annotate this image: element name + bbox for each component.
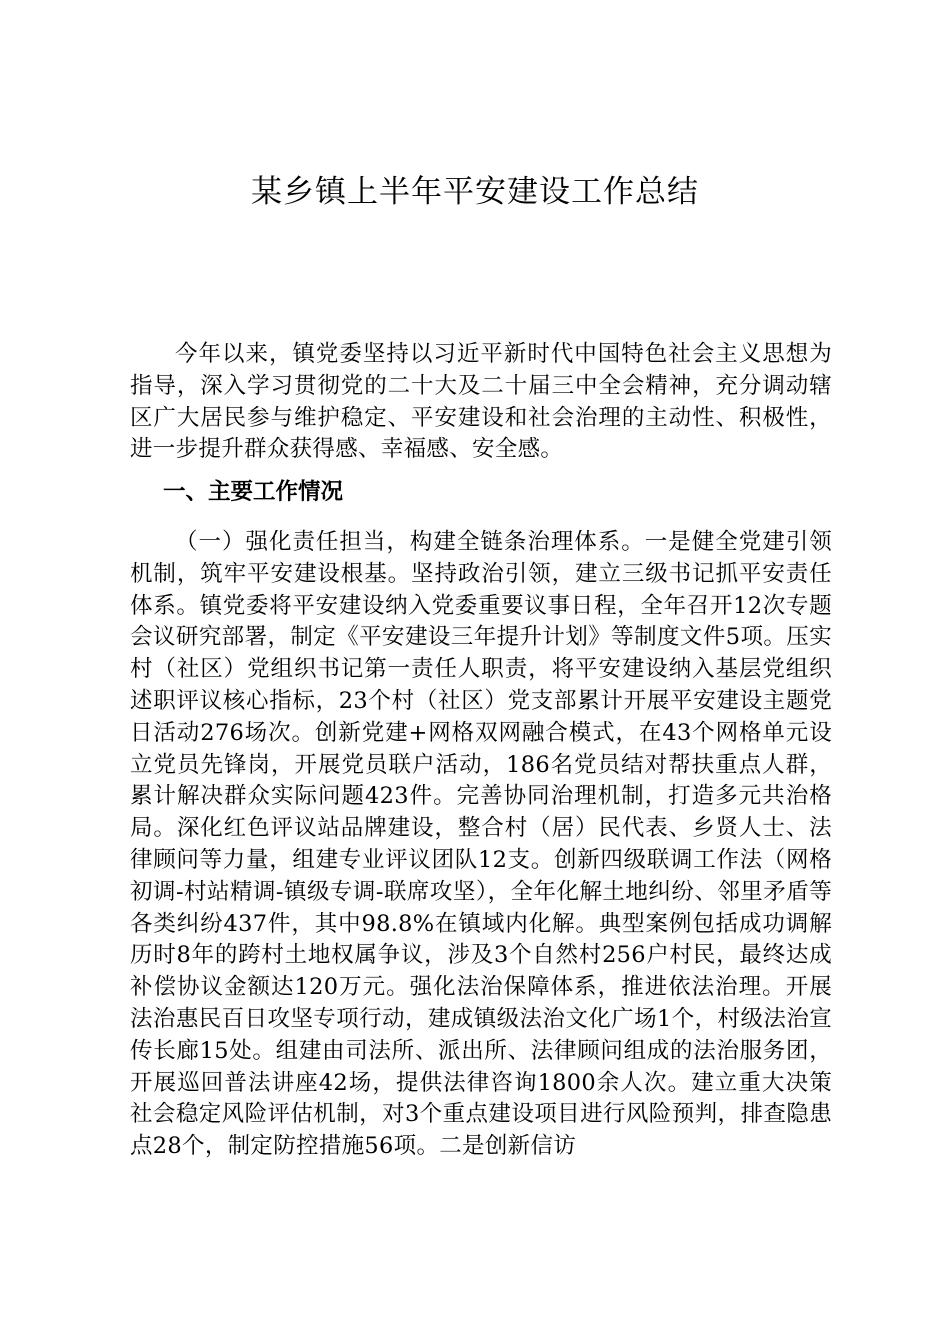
section-heading: 一、主要工作情况 [163,479,344,505]
intro-paragraph: 今年以来，镇党委坚持以习近平新时代中国特色社会主义思想为指导，深入学习贯彻党的二十大及二十届三中全会精神，充分调动辖区广大居民参与维护稳定、平安建设和社会治理的主动性、积极性，进一步提升群众获得感、幸福感、安全感。 [130,341,832,463]
body-paragraph: （一）强化责任担当，构建全链条治理体系。一是健全党建引领机制，筑牢平安建设根基。坚持政治引领，建立三级书记抓平安责任体系。镇党委将平安建设纳入党委重要议事日程，全年召开12次专题会议研究部署，制定《平安建设三年提升计划》等制度文件5项。压实村（社区）党组织书记第一责任人职责，将平安建设纳入基层党组织述职评议核心指标，23个村（社区）党支部累计开展平安建设主题党日活动276场次。创新党建+网格双网融合模式，在43个网格单元设立党员先锋岗，开展党员联户活动，186名党员结对帮扶重点人群，累计解决群众实际问题423件。完善协同治理机制，打造多元共治格局。深化红色评议站品牌建设，整合村（居）民代表、乡贤人士、法律顾问等力量，组建专业评议团队12支。创新四级联调工作法（网格初调-村站精调-镇级专调-联席攻坚），全年化解土地纠纷、邻里矛盾等各类纠纷437件，其中98.8%在镇域内化解。典型案例包括成功调解历时8年的跨村土地权属争议，涉及3个自然村256户村民，最终达成补偿协议金额达120万元。强化法治保障体系，推进依法治理。开展法治惠民百日攻坚专项行动，建成镇级法治文化广场1个，村级法治宣传长廊15处。组建由司法所、派出所、法律顾问组成的法治服务团，开展巡回普法讲座42场，提供法律咨询1800余人次。建立重大决策社会稳定风险评估机制，对3个重点建设项目进行风险预判，排查隐患点28个，制定防控措施56项。二是创新信访 [130,529,832,1160]
document-title: 某乡镇上半年平安建设工作总结 [251,174,699,210]
